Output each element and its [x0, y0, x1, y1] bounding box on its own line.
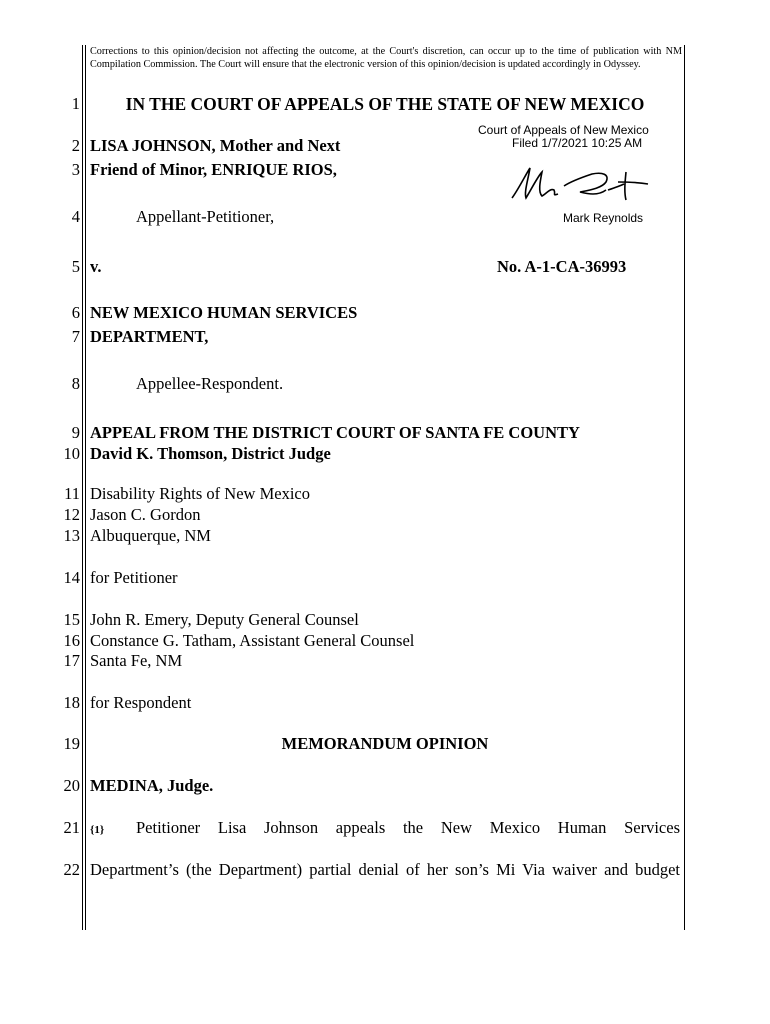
line-number: 22 [63, 860, 80, 879]
appellant-name-line-1: LISA JOHNSON, Mother and Next [90, 136, 341, 155]
line-number: 13 [63, 526, 80, 545]
opinion-author: MEDINA, Judge. [90, 776, 214, 795]
signature-image [508, 160, 658, 210]
for-petitioner: for Petitioner [90, 568, 178, 587]
for-respondent: for Respondent [90, 693, 192, 712]
line-number: 9 [71, 423, 80, 442]
line-number: 5 [71, 257, 80, 276]
line-number: 4 [71, 207, 80, 226]
appellee-name-line-1: NEW MEXICO HUMAN SERVICES [90, 303, 358, 322]
appeal-from: APPEAL FROM THE DISTRICT COURT OF SANTA FE COUNTY [90, 423, 580, 442]
line-number: 1 [71, 94, 80, 113]
appellant-name-line-2: Friend of Minor, ENRIQUE RIOS, [90, 160, 337, 179]
line-number: 7 [71, 327, 80, 346]
respondent-counsel-line-3: Santa Fe, NM [90, 651, 183, 670]
line-number: 20 [63, 776, 80, 795]
respondent-counsel-line-1: John R. Emery, Deputy General Counsel [90, 610, 359, 629]
paragraph-line-2: Department’s (the Department) partial denial of her son’s Mi Via waiver and budget [90, 860, 680, 879]
respondent-counsel-line-2: Constance G. Tatham, Assistant General Counsel [90, 631, 415, 650]
petitioner-counsel-line-1: Disability Rights of New Mexico [90, 484, 310, 503]
line-number: 16 [63, 631, 80, 650]
left-margin-rule-inner [85, 45, 86, 930]
line-number: 17 [63, 651, 80, 670]
line-number: 12 [63, 505, 80, 524]
line-number: 8 [71, 374, 80, 393]
line-number: 11 [64, 484, 80, 503]
signer-name: Mark Reynolds [563, 211, 644, 225]
line-number: 2 [71, 136, 80, 155]
versus: v. [90, 257, 102, 276]
petitioner-counsel-line-2: Jason C. Gordon [90, 505, 201, 524]
line-number: 19 [63, 734, 80, 753]
petitioner-counsel-line-3: Albuquerque, NM [90, 526, 211, 545]
filing-stamp-date: Filed 1/7/2021 10:25 AM [512, 136, 643, 150]
line-number: 15 [63, 610, 80, 629]
line-number: 3 [71, 160, 80, 179]
paragraph-line-1: Petitioner Lisa Johnson appeals the New Mexico Human Services [136, 818, 680, 837]
line-number: 21 [63, 818, 80, 837]
left-margin-rule-outer [82, 45, 83, 930]
corrections-notice: Corrections to this opinion/decision not affecting the outcome, at the Court's discretion, can occur up to the time of publication with NM Compilation Commission. The Court will ensure that the electronic version of this opinion/decision is updated accordingly in Odyssey. [90, 46, 682, 70]
line-number: 10 [63, 444, 80, 463]
line-number: 6 [71, 303, 80, 322]
opinion-heading: MEMORANDUM OPINION [281, 734, 489, 753]
district-judge: David K. Thomson, District Judge [90, 444, 331, 463]
line-number: 18 [63, 693, 80, 712]
appellant-role: Appellant-Petitioner, [136, 207, 275, 226]
paragraph-marker: {1} [90, 824, 105, 836]
filing-stamp-court: Court of Appeals of New Mexico [478, 123, 649, 137]
case-number: No. A-1-CA-36993 [497, 257, 627, 276]
court-title: IN THE COURT OF APPEALS OF THE STATE OF NEW MEXICO [125, 94, 645, 114]
right-margin-rule [684, 45, 685, 930]
appellee-name-line-2: DEPARTMENT, [90, 327, 209, 346]
line-number: 14 [63, 568, 80, 587]
appellee-role: Appellee-Respondent. [136, 374, 284, 393]
